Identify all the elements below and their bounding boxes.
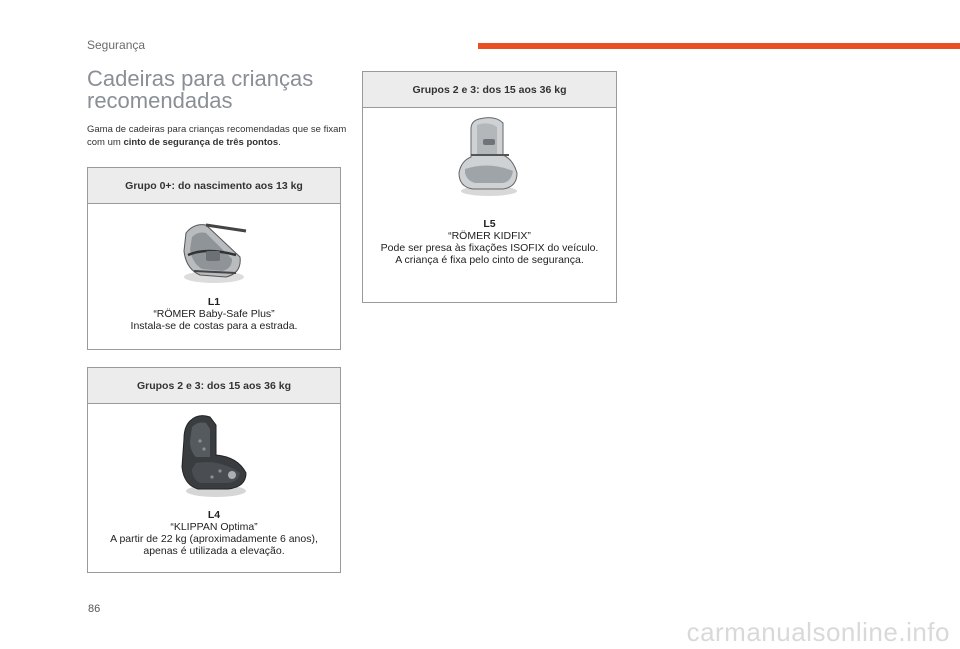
seat-name: “KLIPPAN Optima”	[170, 521, 258, 533]
seat-name: “RÖMER Baby-Safe Plus”	[153, 308, 275, 320]
page-title: Cadeiras para crianças recomendadas	[87, 66, 314, 113]
seat-description-2: A criança é fixa pelo cinto de segurança.	[395, 254, 584, 266]
seat-code: L4	[207, 509, 221, 521]
seat-description: A partir de 22 kg (aproximadamente 6 anos), apenas é utilizada a elevação.	[110, 533, 318, 557]
seat-box-l4	[87, 367, 341, 573]
booster-seat-dark-image	[88, 404, 340, 507]
seat-group-heading: Grupos 2 e 3: dos 15 aos 36 kg	[88, 368, 340, 404]
intro-paragraph	[87, 123, 349, 149]
seat-description: Instala-se de costas para a estrada.	[130, 320, 298, 332]
page-number: 86	[88, 603, 101, 615]
seat-name: “RÖMER KIDFIX”	[448, 230, 531, 242]
header-accent-bar	[478, 43, 960, 49]
infant-carrier-seat-image	[88, 204, 340, 292]
seat-group-heading: Grupos 2 e 3: dos 15 aos 36 kg	[363, 72, 616, 108]
header-section-label: Segurança	[87, 38, 146, 52]
seat-group-heading: Grupo 0+: do nascimento aos 13 kg	[88, 168, 340, 204]
intro-end: .	[278, 137, 281, 148]
seat-code: L5	[483, 218, 496, 230]
seat-box-l5	[362, 71, 617, 303]
seat-description: Pode ser presa às fixações ISOFIX do veículo.	[380, 242, 599, 254]
seat-code: L1	[207, 296, 221, 308]
seat-box-l1	[87, 167, 341, 350]
watermark: carmanualsonline.info	[686, 617, 950, 647]
booster-seat-light-image	[363, 108, 616, 218]
intro-bold-text: cinto de segurança de três pontos	[123, 137, 279, 148]
intro-text: Gama de cadeiras para crianças recomendadas que se fixam com um	[87, 124, 347, 148]
